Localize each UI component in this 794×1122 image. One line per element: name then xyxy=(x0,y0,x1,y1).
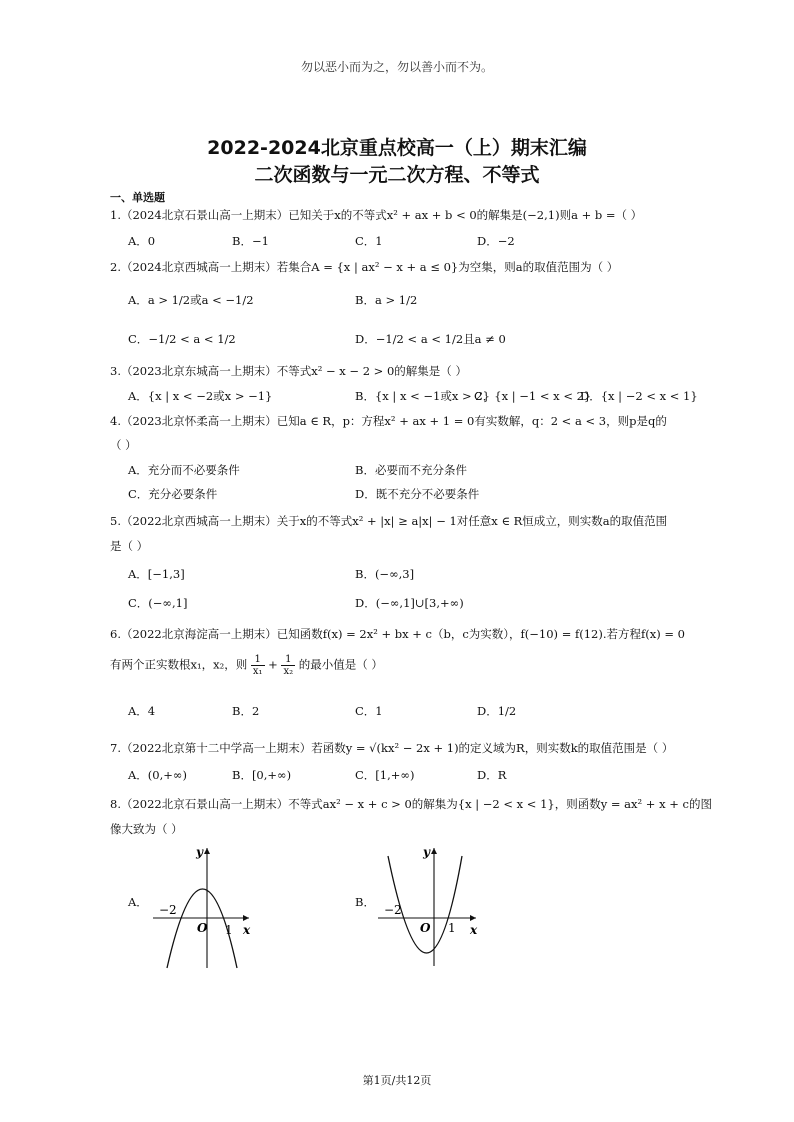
graph-a-x-arrow xyxy=(243,915,249,921)
q3-option-a: A．{x | x < −2或x > −1} xyxy=(128,389,273,403)
q6-cont-b: 的最小值是（ ） xyxy=(298,657,383,672)
q2-option-d-label: D． xyxy=(355,332,376,346)
q8-graph-a xyxy=(145,842,255,970)
graph-b-neg2: −2 xyxy=(384,903,402,917)
graph-b-y-arrow xyxy=(431,848,437,854)
plus-sign: + xyxy=(268,657,278,672)
q1-option-b: B．−1 xyxy=(232,234,269,248)
q6-frac1-num: 1 xyxy=(251,654,265,666)
graph-a-x-label: x xyxy=(243,923,251,937)
graph-a-origin: O xyxy=(197,921,208,935)
q6-frac2-den: x₂ xyxy=(283,666,294,677)
graph-b-origin: O xyxy=(420,921,431,935)
q4-option-a: A．充分而不必要条件 xyxy=(128,463,240,477)
q7-option-d: D．R xyxy=(477,768,507,782)
question-4-cont: （ ） xyxy=(110,438,137,452)
section-heading: 一、单选题 xyxy=(110,191,165,204)
q4-option-d: D．既不充分不必要条件 xyxy=(355,487,480,501)
q7-option-a: A．(0,+∞) xyxy=(128,768,187,782)
q2-option-c-label: C． xyxy=(128,332,149,346)
page-title: 2022-2024北京重点校高一（上）期末汇编 xyxy=(207,137,587,159)
question-6-text: 6.（2022北京海淀高一上期末）已知函数f(x) = 2x² + bx + c（b，c为实数），f(−10) = f(12).若方程f(x) = 0 xyxy=(110,627,685,641)
q5-option-a: A．[−1,3] xyxy=(128,567,185,581)
q2-option-a xyxy=(128,292,254,308)
q8-option-b: B． xyxy=(355,895,375,909)
q5-option-b: B．(−∞,3] xyxy=(355,567,415,581)
q2-option-a-expr: a > 1/2或a < −1/2 xyxy=(147,293,254,307)
page-footer: 第1页/共12页 xyxy=(362,1074,432,1087)
q6-frac1-den: x₁ xyxy=(252,666,263,677)
q7-option-c: C．[1,+∞) xyxy=(355,768,415,782)
question-7-text: 7.（2022北京第十二中学高一上期末）若函数y = √(kx² − 2x + 1)的定义域为R，则实数k的取值范围是（ ） xyxy=(110,741,674,755)
q6-option-d-expr: 1/2 xyxy=(497,704,517,718)
q6-fraction-2 xyxy=(281,654,295,677)
graph-a-one: 1 xyxy=(225,923,233,937)
question-8-text: 8.（2022北京石景山高一上期末）不等式ax² − x + c > 0的解集为{x | −2 < x < 1}，则函数y = ax² + x + c的图 xyxy=(110,797,712,811)
graph-a-y-arrow xyxy=(204,848,210,854)
q2-option-d-expr: −1/2 < a < 1/2且a ≠ 0 xyxy=(375,332,506,346)
question-5-text: 5.（2022北京西城高一上期末）关于x的不等式x² + |x| ≥ a|x| − 1对任意x ∈ R恒成立，则实数a的取值范围 xyxy=(110,514,668,528)
q6-option-d-label: D． xyxy=(477,704,498,718)
q8-option-a: A． xyxy=(128,895,148,909)
q4-option-b: B．必要而不充分条件 xyxy=(355,463,467,477)
q3-option-d: D．{x | −2 < x < 1} xyxy=(580,389,698,403)
q2-option-d xyxy=(355,331,506,347)
q6-option-c: C．1 xyxy=(355,704,383,718)
q2-option-b-label: B． xyxy=(355,293,375,307)
q6-frac2-num: 1 xyxy=(281,654,295,666)
q5-option-c: C．(−∞,1] xyxy=(128,596,188,610)
q2-option-b-expr: a > 1/2 xyxy=(374,293,418,307)
q2-option-c xyxy=(128,331,236,347)
question-1-text: 1.（2024北京石景山高一上期末）已知关于x的不等式x² + ax + b < 0的解集是(−2,1)则a + b =（ ） xyxy=(110,208,643,222)
q6-cont-a: 有两个正实数根x₁，x₂，则 xyxy=(110,657,248,672)
q6-option-b: B．2 xyxy=(232,704,260,718)
q1-option-a: A．0 xyxy=(128,234,156,248)
question-5-cont: 是（ ） xyxy=(110,539,149,553)
q7-option-b: B．[0,+∞) xyxy=(232,768,292,782)
q3-option-c: C．{x | −1 < x < 2} xyxy=(474,389,592,403)
page-header-motto: 勿以恶小而为之，勿以善小而不为。 xyxy=(300,60,493,74)
q6-option-d xyxy=(477,703,516,719)
graph-b-y-label: y xyxy=(423,845,430,859)
question-4-text: 4.（2023北京怀柔高一上期末）已知a ∈ R，p：方程x² + ax + 1 = 0有实数解，q：2 < a < 3，则p是q的 xyxy=(110,414,667,428)
question-8-cont: 像大致为（ ） xyxy=(110,822,183,836)
graph-a-neg2: −2 xyxy=(159,903,177,917)
q5-option-d: D．(−∞,1]∪[3,+∞) xyxy=(355,596,464,610)
graph-a-y-label: y xyxy=(196,845,203,859)
q2-option-c-expr: −1/2 < a < 1/2 xyxy=(148,332,236,346)
question-6-cont xyxy=(110,654,383,677)
graph-b-x-arrow xyxy=(470,915,476,921)
q1-option-c: C．1 xyxy=(355,234,383,248)
q4-option-c: C．充分必要条件 xyxy=(128,487,218,501)
question-2-text: 2.（2024北京西城高一上期末）若集合A = {x | ax² − x + a ≤ 0}为空集，则a的取值范围为（ ） xyxy=(110,260,619,274)
question-3-text: 3.（2023北京东城高一上期末）不等式x² − x − 2 > 0的解集是（ ） xyxy=(110,364,467,378)
q3-option-b: B．{x | x < −1或x > 2} xyxy=(355,389,490,403)
q6-option-a: A．4 xyxy=(128,704,156,718)
graph-b-x-label: x xyxy=(470,923,478,937)
q2-option-a-label: A． xyxy=(128,293,148,307)
graph-b-one: 1 xyxy=(448,921,456,935)
page-subtitle: 二次函数与一元二次方程、不等式 xyxy=(254,164,540,186)
q2-option-b xyxy=(355,292,417,308)
q1-option-d: D．−2 xyxy=(477,234,515,248)
q8-graph-b xyxy=(372,842,482,970)
q6-fraction-1 xyxy=(251,654,265,677)
